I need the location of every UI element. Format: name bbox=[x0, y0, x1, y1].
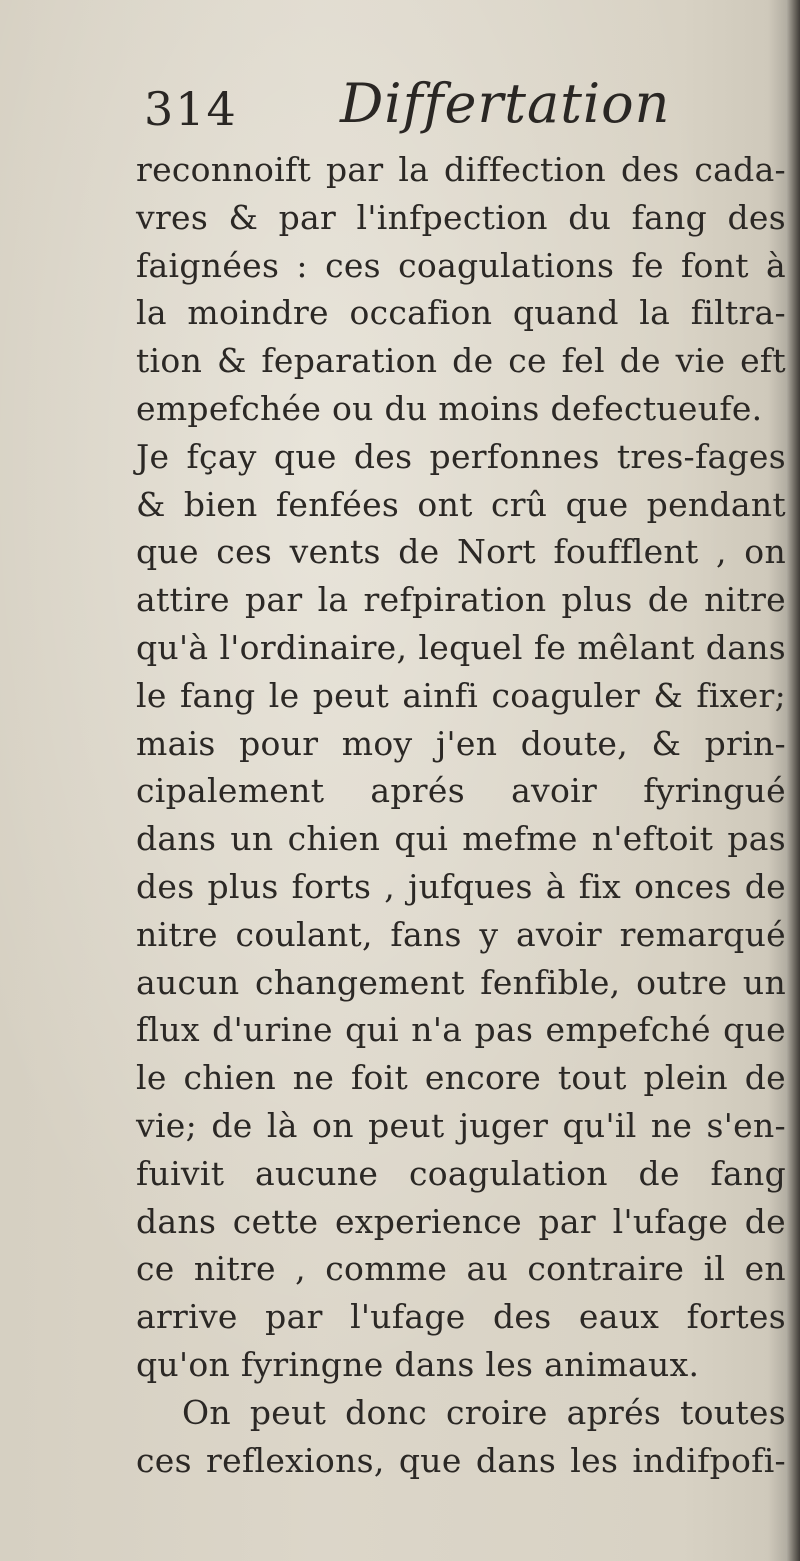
text-line: vie; de là on peut juger qu'il ne s'en- bbox=[136, 1105, 786, 1145]
text-line: flux d'urine qui n'a pas empefché que bbox=[136, 1010, 786, 1050]
text-line: reconnoift par la diffection des cada- bbox=[136, 150, 786, 189]
text-line: tion & feparation de ce fel de vie eft bbox=[136, 341, 786, 381]
text-line: Je fçay que des perfonnes tres-fages bbox=[136, 436, 786, 476]
text-line: arrive par l'ufage des eaux fortes bbox=[136, 1297, 786, 1337]
text-line: le fang le peut ainfi coaguler & fixer; bbox=[136, 675, 786, 715]
text-line: attire par la refpiration plus de nitre bbox=[136, 580, 786, 620]
page-number: 314 bbox=[144, 82, 238, 136]
text-line: vres & par l'infpection du fang des bbox=[136, 197, 786, 237]
text-line: qu'on fyringne dans les animaux. bbox=[136, 1344, 700, 1384]
page-edge bbox=[786, 0, 800, 1561]
page-header bbox=[144, 72, 764, 142]
text-line: dans un chien qui mefme n'eftoit pas bbox=[136, 819, 786, 859]
text-line: empefchée ou du moins defectueufe. bbox=[136, 388, 763, 428]
text-line: aucun changement fenfible, outre un bbox=[136, 962, 786, 1002]
text-line: ces reflexions, que dans les indifpofi- bbox=[136, 1440, 786, 1480]
text-line: faignées : ces coagulations fe font à bbox=[136, 245, 786, 285]
body-text bbox=[136, 146, 786, 1484]
text-line: fuivit aucune coagulation de fang bbox=[136, 1153, 786, 1193]
text-line: On peut donc croire aprés toutes bbox=[182, 1392, 786, 1432]
text-line: cipalement aprés avoir fyringué bbox=[136, 771, 786, 811]
text-line: ce nitre , comme au contraire il en bbox=[136, 1249, 786, 1289]
text-line: que ces vents de Nort foufflent , on bbox=[136, 532, 786, 572]
text-line: la moindre occafion quand la filtra- bbox=[136, 293, 786, 333]
text-line: dans cette experience par l'ufage de bbox=[136, 1201, 786, 1241]
text-line: mais pour moy j'en doute, & prin- bbox=[136, 723, 786, 763]
text-line: & bien fenfées ont crû que pendant bbox=[136, 484, 786, 524]
text-line: nitre coulant, fans y avoir remarqué bbox=[136, 914, 786, 954]
text-line: des plus forts , jufques à fix onces de bbox=[136, 866, 786, 906]
text-line: qu'à l'ordinaire, lequel fe mêlant dans bbox=[136, 627, 786, 667]
running-title: Differtation bbox=[340, 72, 671, 135]
text-line: le chien ne foit encore tout plein de bbox=[136, 1058, 786, 1098]
